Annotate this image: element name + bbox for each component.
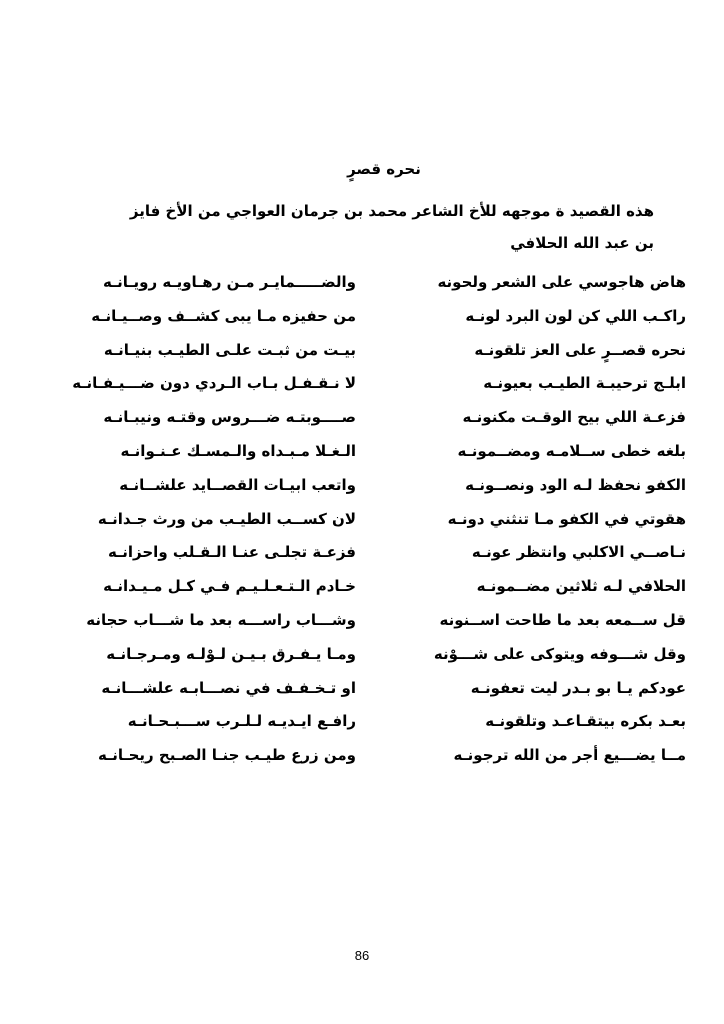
verse-14 xyxy=(38,710,686,744)
verse-first-hemistich: الحلافي لـه ثلاثين مضــمونـه xyxy=(476,577,686,596)
verse-second-hemistich: ومـا يـفـرق بـيـن لـوْلـه ومـرجـانـه xyxy=(106,644,356,663)
verse-second-hemistich: صــــوبتـه ضـــروس وقتـه ونيبـانـه xyxy=(103,408,356,427)
verse-first-hemistich: نـاصــي الاكلبي وانتظر عونـه xyxy=(471,543,686,562)
verse-second-hemistich: واتعب ابيـات القصــايد علشــانـه xyxy=(119,475,356,494)
verse-4 xyxy=(38,372,686,406)
verse-first-hemistich: نحره قصــرٍ على العز تلقونـه xyxy=(474,340,686,359)
verse-second-hemistich: ومن زرع طيـب جنـا الصـبح ريحـانـه xyxy=(98,746,356,765)
verse-second-hemistich: الـغـلا مـبـداه والـمسـك عـنـوانـه xyxy=(120,441,356,460)
verse-first-hemistich: وقل شـــوفه ويتوكى على شـــوْنه xyxy=(433,644,686,663)
verse-5 xyxy=(38,406,686,440)
verse-second-hemistich: فزعـة تجلـى عنـا الـقـلب واحزانـه xyxy=(108,543,356,562)
page-number: 86 xyxy=(354,948,370,963)
verse-second-hemistich: بيـت من ثبـت علـى الطيـب بنيـانـه xyxy=(103,340,356,359)
verse-second-hemistich: او تـخـفـف في نصـــابـه علشـــانـه xyxy=(101,678,356,697)
verse-first-hemistich: هاض هاجوسي على الشعر ولحونه xyxy=(437,273,686,291)
verse-8 xyxy=(38,508,686,542)
verse-13 xyxy=(38,677,686,711)
verse-6 xyxy=(38,440,686,474)
verse-second-hemistich: خـادم الـتـعـلـيـم فـي كـل مـيـدانـه xyxy=(103,577,356,596)
verses-list xyxy=(38,271,686,778)
verse-first-hemistich: فزعـة اللي بيح الوقـت مكنونـه xyxy=(462,408,686,427)
verse-second-hemistich: لان كســب الطيـب من ورث جـدانـه xyxy=(97,509,356,528)
verse-second-hemistich: وشـــاب راســـه بعد ما شـــاب حجانه xyxy=(86,610,356,629)
verse-second-hemistich: رافـع ايـديـه لـلـرب ســـبـحـانـه xyxy=(127,712,356,731)
verse-second-hemistich: لا نـقـفـل بـاب الـردي دون ضـــيـفـانـه xyxy=(72,374,356,393)
verse-second-hemistich: من حفيزه مـا يبى كشــف وصــيـانـه xyxy=(91,306,356,325)
poem-title: نحره قصرٍ xyxy=(347,160,421,178)
verse-first-hemistich: عودكم يـا بو بـدر ليت تعفونـه xyxy=(470,678,686,697)
verse-first-hemistich: ابلـج ترحيبـة الطيـب بعيونـه xyxy=(483,374,686,393)
verse-first-hemistich: بلغه خطى ســلامـه ومضــمونـه xyxy=(457,441,686,460)
verse-1 xyxy=(38,271,686,305)
verse-first-hemistich: بعـد بكره بيتقـاعـد وتلقونـه xyxy=(485,712,686,731)
poem-intro-line-2: بن عبد الله الحلافي xyxy=(510,234,654,252)
verse-2 xyxy=(38,305,686,339)
verse-first-hemistich: راكـب اللي كن لون البرد لونـه xyxy=(465,306,686,325)
verse-second-hemistich: والضـــــمايـر مـن رهـاويـه رويـانـه xyxy=(102,273,356,291)
poem-intro-line-1: هذه القصيد ة موجهه للأخ الشاعر محمد بن جرمان العواجي من الأخ فايز xyxy=(129,202,654,220)
verse-10 xyxy=(38,575,686,609)
verse-3 xyxy=(38,339,686,373)
verse-first-hemistich: الكفو نحفظ لـه الود ونصــونـه xyxy=(465,475,686,494)
verse-first-hemistich: مــا يضـــيع أجر من الله ترجونـه xyxy=(453,746,686,765)
verse-9 xyxy=(38,541,686,575)
verse-11 xyxy=(38,609,686,643)
verse-15 xyxy=(38,744,686,778)
verse-first-hemistich: قل ســمعه بعد ما طاحت اســنونه xyxy=(439,610,686,629)
verse-7 xyxy=(38,474,686,508)
verse-12 xyxy=(38,643,686,677)
verse-first-hemistich: هقوتي في الكفو مـا تنثني دونـه xyxy=(447,509,686,528)
